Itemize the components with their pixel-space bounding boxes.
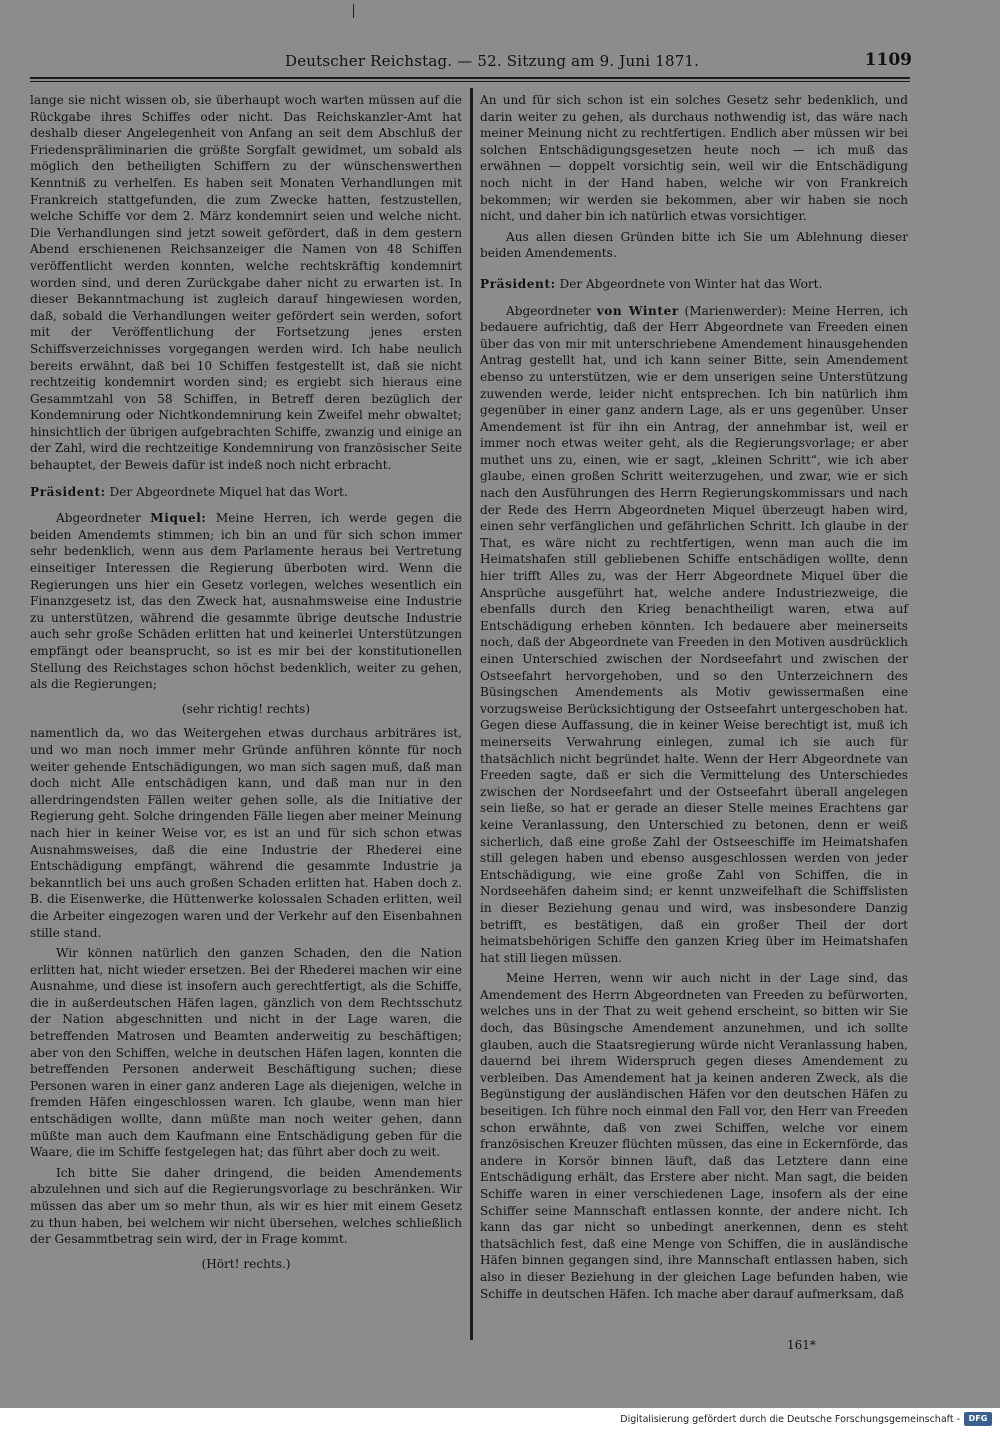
funding-credit: Digitalisierung gefördert durch die Deutsche Forschungsgemeinschaft - — [620, 1414, 960, 1425]
paragraph: lange sie nicht wissen ob, sie überhaupt woch warten müssen auf die Rückgabe ihres Schiffes oder nicht. Das Reichskanzler-Amt hat deshalb dieser Angelegenheit von Anfang an seit dem Abschluß der Friedenspräliminarien die größte Sorgfalt gewidmet, um sobald als möglich den betheiligten Schiffern zu der wünschenswerthen Kenntniß zu verhelfen. Es haben seit Monaten Verhandlungen mit Frankreich stattgefunden, die zum Zwecke hatten, festzustellen, welche Schiffe vor dem 2. März kondemnirt seien und welche nicht. Die Verhandlungen sind jetzt soweit gefördert, daß in dem gestern Abend erschienenen Reichsanzeiger die Namen von 48 Schiffen veröffentlicht werden konnten, welche rechtskräftig kondemnirt worden sind, und deren Zurückgabe daher nicht zu erwarten ist. In dieser Bekanntmachung ist zugleich darauf hingewiesen worden, daß, sobald die Verhandlungen weiter gefördert sein werden, sofort mit der Veröffentlichung der Fortsetzung jenes ersten Schiffsverzeichnisses vorgegangen werden wird. Ich habe neulich bereits erwähnt, daß bei 10 Schiffen festgestellt ist, daß sie nicht rechtzeitig kondemnirt worden sind; es ergiebt sich hieraus eine Gesammtzahl von 58 Schiffen, in Betreff deren bezüglich der Kondemnirung oder Nichtkondemnirung kein Zweifel mehr obwaltet; hinsichtlich der übrigen aufgebrachten Schiffe, zwanzig und einige an der Zahl, wird die rechtzeitige Kondemnirung von französischer Seite behauptet, der Beweis dafür ist indeß noch nicht erbracht. — [30, 93, 462, 473]
paragraph: namentlich da, wo das Weitergehen etwas durchaus arbiträres ist, und wo man noch immer mehr Gründe anführen könnte für noch weiter gehende Entschädigungen, wo man sich sagen muß, daß man doch nicht Alle entschädigen kann, und daß man nur in den allerdringendsten Fällen weiter gehen solle, als die Initiative der Regierung geht. Solche dringenden Fälle liegen aber meiner Meinung nach hier in keiner Weise vor, es ist an und für sich schon etwas Ausnahmsweises, daß die eine Industrie der Rhederei eine Entschädigung empfängt, während die gesammte Industrie ja bekanntlich bei uns auch großen Schaden erlitten hat. Haben doch z. B. die Eisenwerke, die Hüttenwerke kolossalen Schaden erlitten, weil die Arbeiter eingezogen waren und der Verkehr auf den Eisenbahnen stille stand. — [30, 726, 462, 940]
left-column — [30, 92, 462, 1280]
speaker-text: Der Abgeordnete von Winter hat das Wort. — [555, 276, 823, 291]
speaker-prefix: Abgeordneter — [56, 511, 151, 526]
footer-bar — [0, 1408, 1000, 1432]
paragraph: Wir können natürlich den ganzen Schaden, den die Nation erlitten hat, nicht wieder ersetzen. Bei der Rhederei machen wir eine Ausnahme, und diese ist insofern auch gerechtfertigt, als die Schiffe, die in außerdeutschen Häfen lagen, gänzlich von dem Rechtsschutz der Nation abgeschnitten und nicht in der Lage waren, die betreffenden Matrosen und Beamten anderweitig zu beschäftigen; aber von den Schiffen, welche in deutschen Häfen lagen, konnten die betreffenden Personen anderweit Beschäftigung suchen; diese Personen waren in einer ganz anderen Lage als diejenigen, welche in fremden Häfen eingeschlossen waren. Ich glaube, wenn man hier entschädigen wollte, dann müßte man noch weiter gehen, dann müßte man auch dem Kaufmann eine Entschädigung geben für die Waare, die im Schiffe festgelegen hat; das führt aber doch zu weit. — [30, 946, 462, 1160]
speaker-line — [30, 484, 462, 501]
right-column — [480, 92, 908, 1302]
speaker-prefix: Abgeordneter — [506, 303, 597, 318]
speech-text: (Marienwerder): Meine Herren, ich bedauere aufrichtig, daß der Herr Abgeordnete van Freeden einen über das von mir mit unterschriebene Amendement hinausgehenden Antrag gestellt hat, und ich kann seiner Bitte, sein Amendement ebenso zu unterstützen, wie er dem unserigen seine Unterstützung zuwenden werde, leider nicht entsprechen. Ich bin natürlich ihm gegenüber in einer ganz andern Lage, als er uns gegenüber. Unser Amendement ist für ihn ein Antrag, der annehmbar ist, weil er immer noch etwas weiter geht, als die Regierungsvorlage; er aber muthet uns zu, einen, wie er sagt, „kleinen Schritt“, wie ich aber glaube, einen großen Schritt weiterzugehen, und zwar, wie er sich nach den Ausführungen des Herrn Regierungskommissars und nach der Rede des Herrn Abgeordneten Miquel überzeugt haben wird, einen sehr verfänglichen und gefährlichen Schritt. Ich glaube in der That, es wäre nicht zu rechtfertigen, wenn man auch die im Heimatshafen still gebliebenen Schiffe entschädigen wollte, denn hier trifft Alles zu, was der Herr Abgeordnete Miquel über die Ansprüche ausgeführt hat, welche andere Industriezweige, die ebenfalls durch den Krieg benachtheiligt waren, etwa auf Entschädigung erheben könnten. Ich bedauere aber meinerseits noch, daß der Abgeordnete van Freeden in den Motiven ausdrücklich einen Unterschied zwischen der Nordseefahrt und zwischen der Ostseefahrt hervorgehoben, und so den Unterzeichnern des Büsingschen Amendements als Motiv gewissermaßen eine vorzugsweise Berücksichtigung der Ostseefahrt untergeschoben hat. Gegen diese Auffassung, die in keiner Weise berechtigt ist, muß ich meinerseits Verwahrung einlegen, zumal ich sie auch für thatsächlich nicht begründet halte. Wenn der Herr Abgeordnete van Freeden sagte, daß er sich die Vermittelung des Unterschiedes zwischen der Nordseefahrt und der Ostseefahrt überall angelegen sein ließe, so hat er gerade an dieser Stelle meines Erachtens gar keine Veranlassung, den Unterschied zu betonen, denn er weiß sicherlich, daß eine große Zahl der Ostseeschiffe im Heimatshafen still gelegen haben und ebenso ausgeschlossen werden von jeder Entschädigung, wie eine große Zahl von Schiffen, die in Nordseehäfen daheim sind; er kennt unzweifelhaft die Schiffslisten in dieser Beziehung genau und wird, was insbesondere Danzig betrifft, es bestätigen, daß ein großer Theil der dort heimatsbehörigen Schiffe den ganzen Krieg über im Heimatshafen hat still liegen müssen. — [480, 303, 908, 965]
dfg-logo-icon: DFG — [964, 1412, 992, 1426]
header-rule — [30, 77, 910, 79]
paragraph — [480, 303, 908, 967]
speaker-label: Präsident: — [480, 276, 556, 291]
interjection: (sehr richtig! rechts) — [181, 701, 311, 716]
page-number: 1109 — [864, 50, 912, 70]
speaker-label: Präsident: — [30, 484, 106, 499]
speaker-text: Der Abgeordnete Miquel hat das Wort. — [105, 484, 348, 499]
page-header — [30, 52, 910, 74]
sheet-signature: 161* — [787, 1338, 816, 1352]
paragraph: Meine Herren, wenn wir auch nicht in der Lage sind, das Amendement des Herrn Abgeordneten van Freeden zu befürworten, welches uns in der That zu weit gehend erscheint, so bitten wir Sie doch, das Büsingsche Amendement anzunehmen, und ich sollte glauben, auch die Staatsregierung würde nicht Veranlassung haben, dauernd bei ihrem Widerspruch gegen dieses Amendement zu verbleiben. Das Amendement hat ja keinen anderen Zweck, als die Begünstigung der ausländischen Häfen vor den deutschen Häfen zu beseitigen. Ich führe noch einmal den Fall vor, den Herr van Freeden schon erwähnte, daß von zwei Schiffen, welche vor einem französischen Kreuzer flüchten müssen, das eine in Eckernförde, das andere in Korsör binnen läuft, daß das Letztere dann eine Entschädigung erhält, das Erstere aber nicht. Man sagt, die beiden Schiffe waren in einer verschiedenen Lage, insofern als der eine Schiffer seine Mannschaft entlassen konnte, der andere nicht. Ich kann das gar nicht so unbedingt anerkennen, denn es steht thatsächlich fest, daß eine Menge von Schiffen, die in ausländische Häfen binnen gegangen sind, ihre Mannschaft entlassen haben, sich also in dieser Beziehung in der gleichen Lage befunden haben, wie Schiffe in deutschen Häfen. Ich mache aber darauf aufmerksam, daß — [480, 971, 908, 1301]
paragraph: Aus allen diesen Gründen bitte ich Sie um Ablehnung dieser beiden Amendements. — [480, 229, 908, 261]
paragraph: Ich bitte Sie daher dringend, die beiden Amendements abzulehnen und sich auf die Regierungsvorlage zu beschränken. Wir müssen das aber um so mehr thun, als wir es hier mit einem Gesetz zu thun haben, bei welchem wir nicht übersehen, welches schließlich der Gesammtbetrag sein wird, der in Frage kommt. — [30, 1165, 462, 1247]
paragraph: An und für sich schon ist ein solches Gesetz sehr bedenklich, und darin weiter zu gehen, als durchaus nothwendig ist, das wäre nach meiner Meinung nicht zu rechtfertigen. Endlich aber müssen wir bei solchen Entschädigungsgesetzen heute noch — ich muß das erwähnen — doppelt vorsichtig sein, weil wir die Entschädigung noch nicht in der Hand haben, welche wir von Frankreich bekommen; wir werden sie bekommen, aber wir haben sie noch nicht, und daher bin ich natürlich etwas vorsichtiger. — [480, 93, 908, 224]
paragraph — [30, 510, 462, 693]
speaker-name: Miquel: — [150, 511, 207, 526]
speech-text: Meine Herren, ich werde gegen die beiden Amendemts stimmen; ich bin an und für sich schon immer sehr bedenklich, wenn aus dem Parlamente heraus bei Vertretung einseitiger Interessen die Regierung überboten wird. Wenn die Regierungen uns hier ein Gesetz vorlegen, welches wesentlich ein Finanzgesetz ist, das den Zweck hat, ausnahmsweise eine Industrie zu unterstützen, während die gesammte übrige deutsche Industrie auch sehr große Schäden erlitten hat und keinerlei Unterstützungen empfängt oder beansprucht, so ist es mir bei der konstitutionellen Stellung des Reichstages schon höchst bedenklich, weiter zu gehen, als die Regierungen; — [30, 511, 462, 692]
header-rule-thin — [30, 81, 910, 82]
speaker-name: von Winter — [596, 303, 679, 318]
scan-mark — [353, 4, 354, 18]
running-title: Deutscher Reichstag. — 52. Sitzung am 9. Juni 1871. — [285, 52, 700, 70]
interjection: (Hört! rechts.) — [201, 1256, 291, 1271]
column-separator — [470, 88, 473, 1340]
speaker-line — [480, 276, 908, 293]
